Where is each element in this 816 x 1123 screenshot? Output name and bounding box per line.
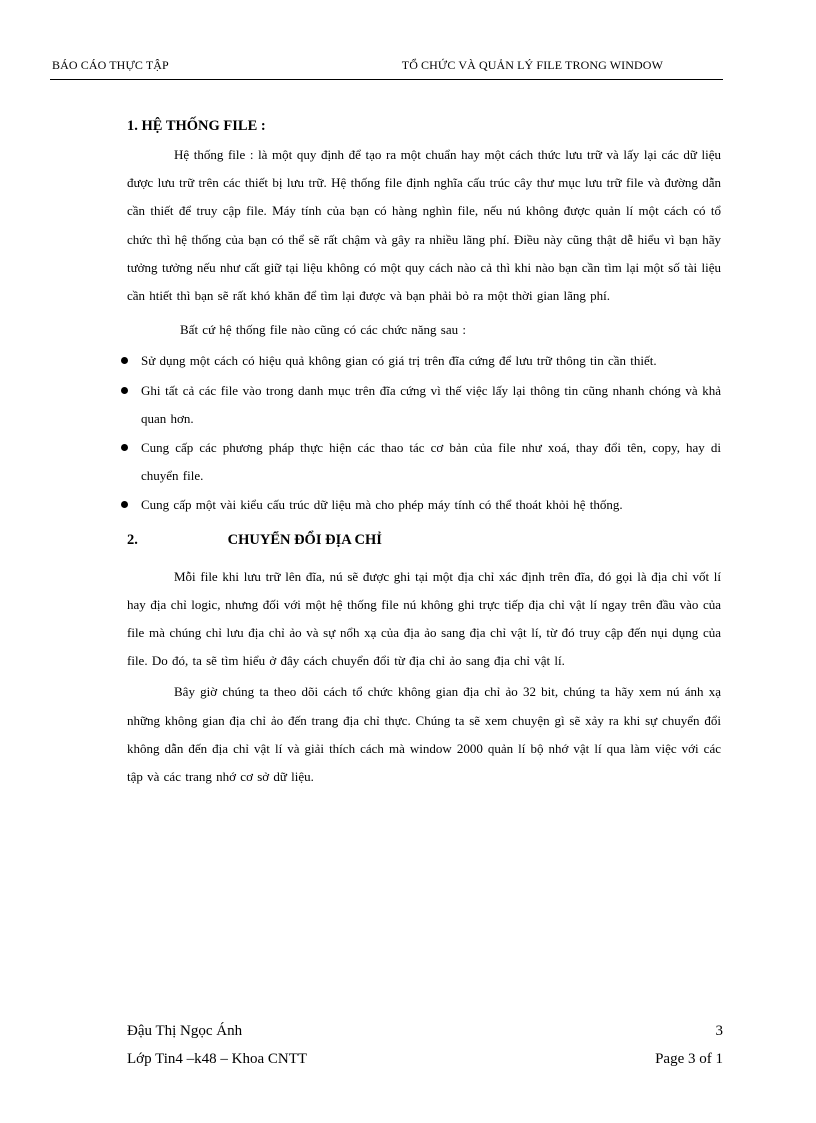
document-body bbox=[127, 112, 721, 791]
footer-line-2 bbox=[127, 1051, 723, 1068]
list-item bbox=[116, 434, 721, 490]
list-item bbox=[116, 347, 721, 375]
list-item bbox=[116, 377, 721, 433]
section2-paragraph-2: Bây giờ chúng ta theo dõi cách tổ chức không gian địa chỉ ảo 32 bit, chúng ta hãy xem nú ánh xạ những không gian địa chỉ ảo đến trang địa chỉ thực. Chúng ta sẽ xem chuyện gì sẽ xảy ra khi sự chuyển đổi không dẫn đến địa chỉ vật lí và giải thích cách mà window 2000 quản lí bộ nhớ vật lí qua làm việc với các tập và các trang nhớ cơ sở dữ liệu. bbox=[127, 684, 721, 785]
list-item bbox=[116, 491, 721, 519]
section1-number: 1. bbox=[127, 118, 138, 134]
footer-line-1 bbox=[127, 1023, 723, 1040]
section1-title: HỆ THỐNG FILE : bbox=[141, 118, 266, 134]
header-divider bbox=[50, 79, 723, 80]
section1-heading bbox=[127, 112, 721, 141]
list-item-text: Ghi tất cả các file vào trong danh mục trên đĩa cứng vì thế việc lấy lại thông tin cũng nhanh chóng và khả quan hơn. bbox=[141, 382, 721, 426]
section2-title: CHUYỂN ĐỔI ĐỊA CHỈ bbox=[227, 531, 382, 548]
bullet-icon bbox=[121, 501, 128, 508]
list-item-text: Cung cấp các phương pháp thực hiện các thao tác cơ bản của file như xoá, thay đổi tên, copy, hay di chuyển file. bbox=[141, 440, 721, 484]
footer-page-number: 3 bbox=[715, 1023, 723, 1039]
bullet-icon bbox=[121, 387, 128, 394]
header-title-right: TỔ CHỨC VÀ QUẢN LÝ FILE TRONG WINDOW bbox=[401, 58, 663, 72]
bullet-icon bbox=[121, 444, 128, 451]
header-title-left: BÁO CÁO THỰC TẬP bbox=[52, 58, 169, 72]
footer-page-of: Page 3 of 1 bbox=[655, 1051, 723, 1067]
section2-heading bbox=[127, 526, 721, 555]
section1-paragraph-2: Bất cứ hệ thống file nào cũng có các chức năng sau : bbox=[180, 322, 466, 338]
bullet-icon bbox=[121, 357, 128, 364]
section2-number: 2. bbox=[127, 531, 138, 548]
section1-paragraph-1: Hệ thống file : là một quy định để tạo ra một chuẩn hay một cách thức lưu trữ và lấy lại các dữ liệu được lưu trữ trên các thiết bị lưu trữ. Hệ thống file định nghĩa cấu trúc cây thư mục lưu trữ file và đường dẫn cần thiết để truy cập file. Máy tính của bạn có hàng nghìn file, nếu nú không được quản lí một cách có tổ chức thì hệ thống của bạn có thể sẽ rất chậm và gây ra nhiều lãng phí. Điều này cũng thật dễ hiểu vì bạn hãy tưởng tưởng nếu như cất giữ tại liệu không có một quy cách nào cả thì khi nào bạn cần tìm lại một số tài liệu cần htiết thì bạn sẽ rất khó khăn để tìm lại được và bạn phải bỏ ra một thời gian lãng phí. bbox=[127, 147, 721, 304]
list-item-text: Cung cấp một vài kiểu cấu trúc dữ liệu mà cho phép máy tính có thể thoát khỏi hệ thống. bbox=[141, 497, 623, 513]
function-list bbox=[127, 347, 721, 519]
list-item-text: Sử dụng một cách có hiệu quả không gian có giá trị trên đĩa cứng để lưu trữ thông tin cần thiết. bbox=[141, 353, 657, 369]
section2-paragraph-1: Mỗi file khi lưu trữ lên đĩa, nú sẽ được ghi tại một địa chỉ xác định trên đĩa, đó gọi là địa chỉ vốt lí hay địa chỉ logic, nhưng đối với một hệ thống file nú không ghi trực tiếp địa chỉ vật lí ngay trên đầu vào của file mà chúng chỉ lưu địa chỉ ảo và sự nổh xạ của địa ảo sang địa chỉ vật lí, từ đó truy cập đến nụi dụng của file. Do đó, ta sẽ tìm hiểu ở đây cách chuyển đổi từ địa chỉ ảo sang địa chỉ vật lí. bbox=[127, 568, 721, 669]
footer-author: Đậu Thị Ngọc Ánh bbox=[127, 1023, 243, 1039]
footer-class-info: Lớp Tin4 –k48 – Khoa CNTT bbox=[127, 1051, 308, 1067]
